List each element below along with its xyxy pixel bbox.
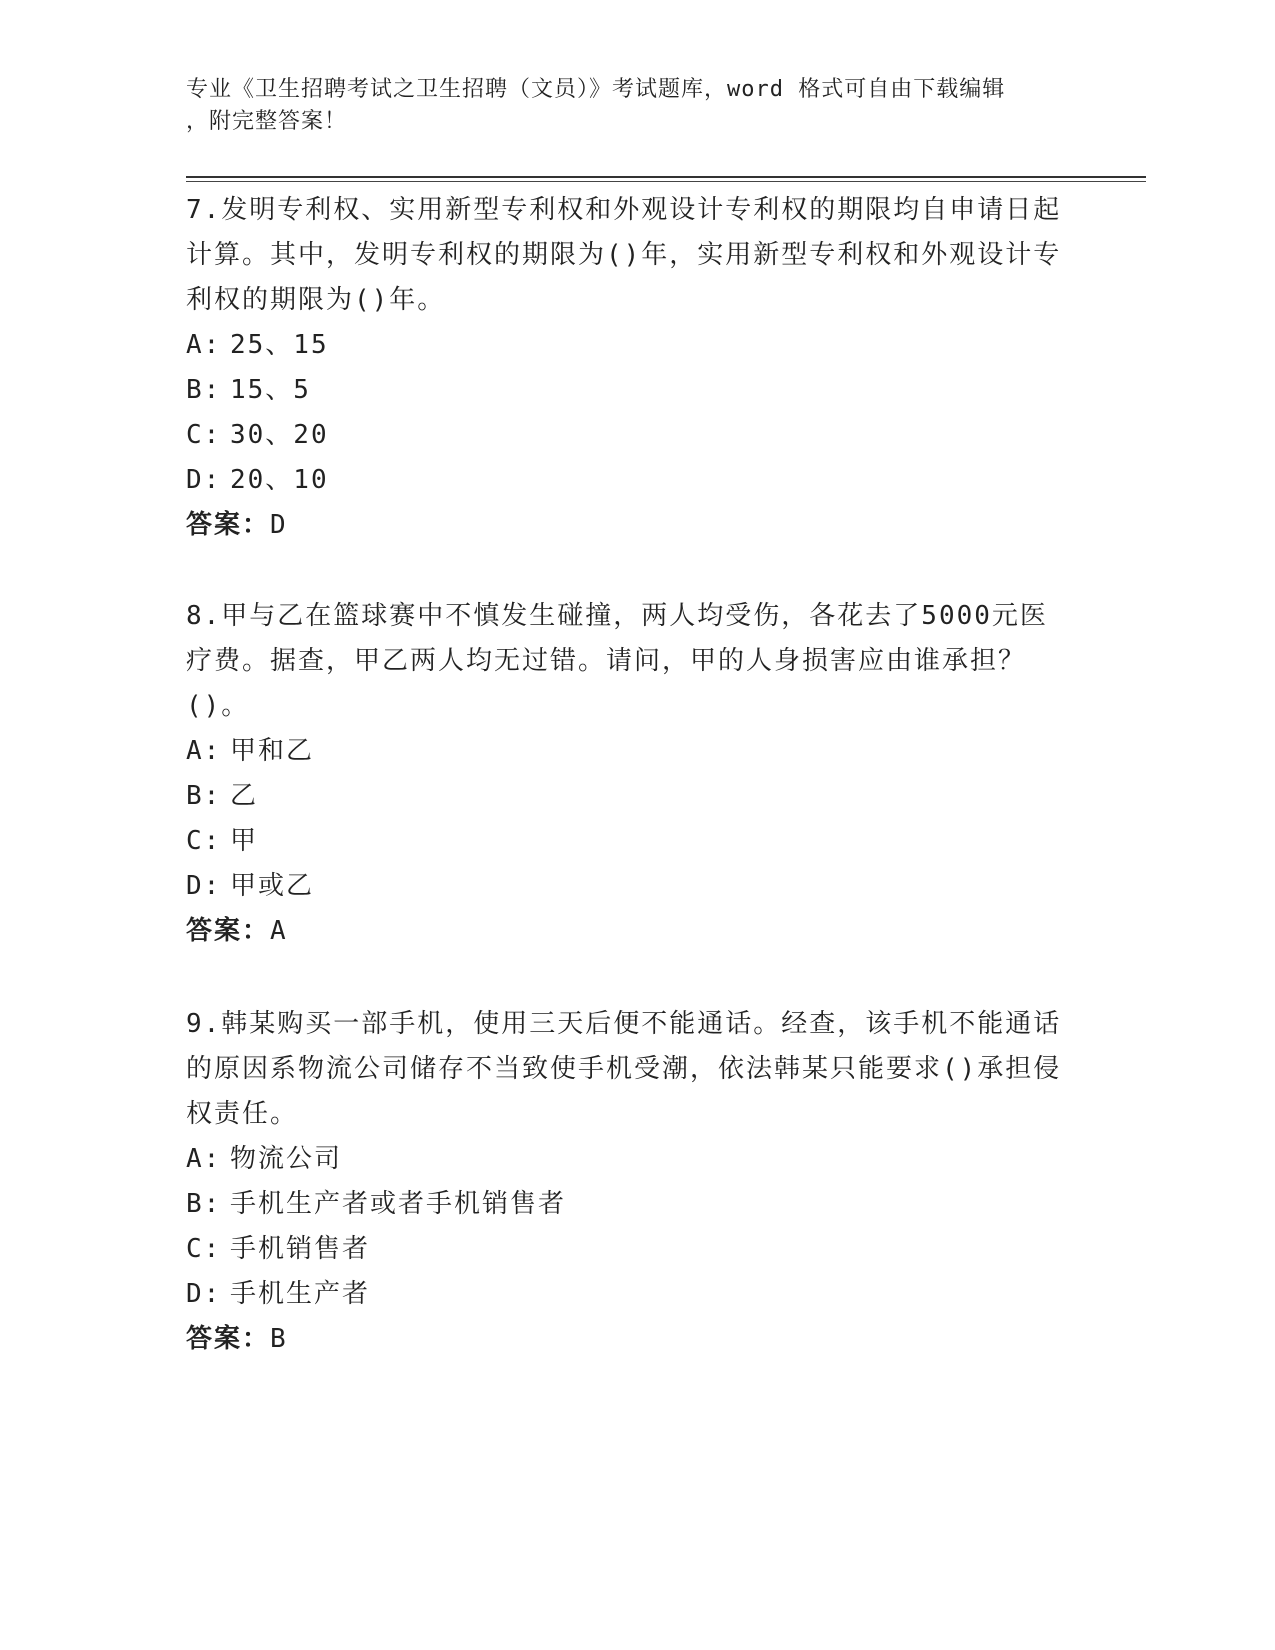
option-text: 手机销售者: [230, 1234, 371, 1264]
option-letter: D:: [186, 465, 222, 495]
option-text: 甲或乙: [230, 871, 315, 901]
answer-label: 答案：: [186, 1324, 271, 1354]
question-8: [186, 594, 1066, 954]
answer-line: [186, 1317, 1066, 1362]
option-a: [186, 323, 1066, 368]
option-letter: C:: [186, 826, 222, 856]
option-letter: A:: [186, 330, 222, 360]
answer-label: 答案：: [186, 510, 271, 540]
header-divider-thick: [186, 176, 1146, 178]
option-d: [186, 458, 1066, 503]
answer-label: 答案：: [186, 916, 271, 946]
option-text: 甲: [230, 826, 259, 856]
header-line-1: 专业《卫生招聘考试之卫生招聘（文员）》考试题库，word 格式可自由下载编辑: [186, 77, 1006, 102]
question-stem: 7.发明专利权、实用新型专利权和外观设计专利权的期限均自申请日起计算。其中，发明专利权的期限为()年，实用新型专利权和外观设计专利权的期限为()年。: [186, 195, 1062, 315]
question-stem: 8.甲与乙在篮球赛中不慎发生碰撞，两人均受伤，各花去了5000元医疗费。据查，甲乙两人均无过错。请问，甲的人身损害应由谁承担？()。: [186, 601, 1048, 721]
header-divider-thin: [186, 181, 1146, 182]
option-text: 30、20: [230, 420, 329, 450]
answer-value: D: [270, 510, 288, 540]
option-b: [186, 1182, 1066, 1227]
option-a: [186, 1137, 1066, 1182]
answer-line: [186, 503, 1066, 548]
option-letter: C:: [186, 1234, 222, 1264]
option-b: [186, 774, 1066, 819]
question-9: [186, 1002, 1066, 1362]
option-text: 20、10: [230, 465, 329, 495]
option-d: [186, 864, 1066, 909]
option-letter: B:: [186, 375, 222, 405]
option-letter: B:: [186, 781, 222, 811]
option-c: [186, 819, 1066, 864]
option-c: [186, 1227, 1066, 1272]
option-letter: A:: [186, 736, 222, 766]
option-letter: D:: [186, 1279, 222, 1309]
option-text: 手机生产者或者手机销售者: [230, 1189, 567, 1219]
question-stem: 9.韩某购买一部手机，使用三天后便不能通话。经查，该手机不能通话的原因系物流公司储存不当致使手机受潮，依法韩某只能要求()承担侵权责任。: [186, 1009, 1062, 1129]
option-letter: D:: [186, 871, 222, 901]
option-text: 25、15: [230, 330, 329, 360]
answer-value: A: [270, 916, 288, 946]
option-text: 乙: [230, 781, 259, 811]
option-text: 手机生产者: [230, 1279, 371, 1309]
option-letter: A:: [186, 1144, 222, 1174]
option-letter: B:: [186, 1189, 222, 1219]
option-c: [186, 413, 1066, 458]
question-7: [186, 188, 1066, 548]
document-header: [186, 74, 1066, 138]
answer-value: B: [270, 1324, 288, 1354]
option-text: 物流公司: [230, 1144, 343, 1174]
header-line-2: ，附完整答案！: [186, 109, 348, 134]
option-text: 甲和乙: [230, 736, 315, 766]
answer-line: [186, 909, 1066, 954]
option-text: 15、5: [230, 375, 311, 405]
option-letter: C:: [186, 420, 222, 450]
option-a: [186, 729, 1066, 774]
option-b: [186, 368, 1066, 413]
option-d: [186, 1272, 1066, 1317]
